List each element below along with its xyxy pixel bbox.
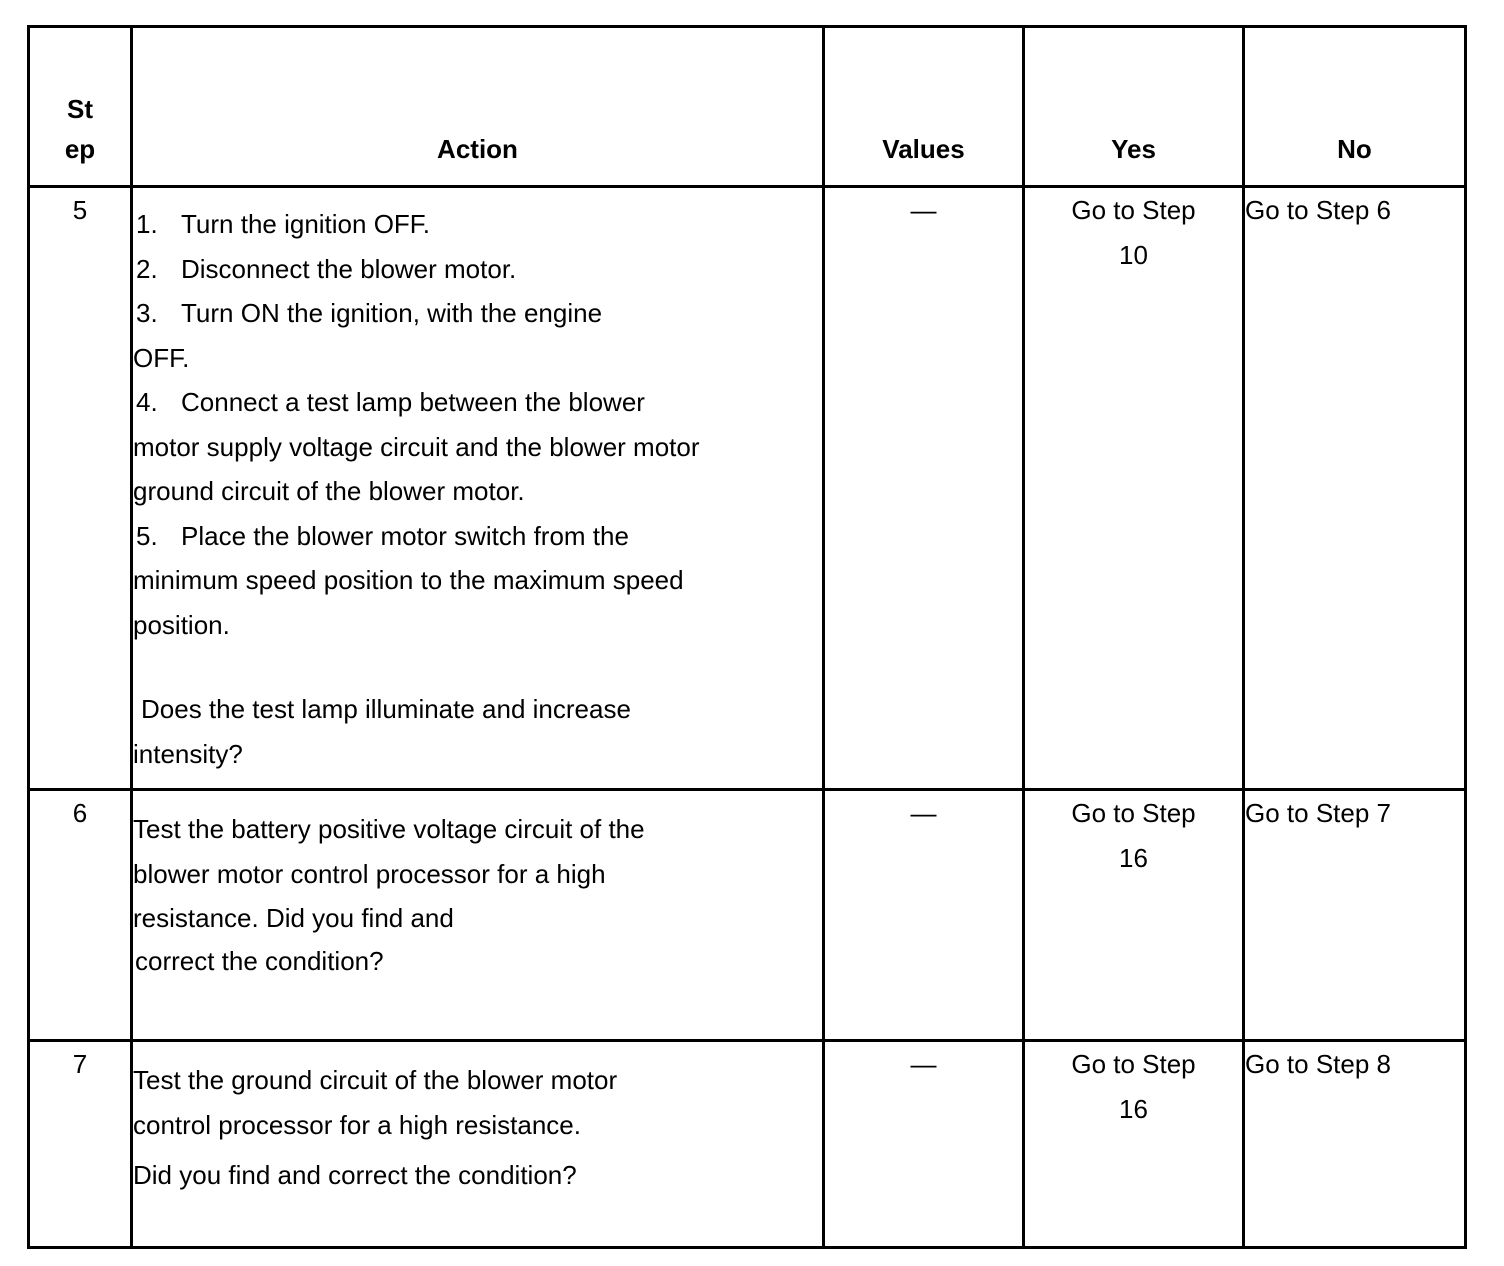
- header-row: [29, 27, 1466, 187]
- table-row-step-6: [29, 790, 1466, 1041]
- step-number: 7: [29, 1041, 132, 1248]
- list-item-continuation: position.: [133, 609, 230, 640]
- list-item-continuation: OFF.: [133, 342, 190, 373]
- table-row-step-7: [29, 1041, 1466, 1248]
- list-item: 4. Connect a test lamp between the blower: [136, 387, 645, 417]
- action-cell: [132, 790, 824, 1041]
- header-step-line1: St: [67, 94, 93, 124]
- action-line: resistance. Did you find and: [133, 903, 454, 933]
- step-number: 5: [29, 187, 132, 790]
- header-step-line2: ep: [64, 134, 96, 164]
- header-action: Action: [132, 27, 824, 187]
- action-line: control processor for a high resistance.: [133, 1109, 581, 1140]
- table-row-step-5: [29, 187, 1466, 790]
- no-cell: Go to Step 8: [1244, 1041, 1466, 1248]
- yes-cell: Go to Step 16: [1024, 1041, 1244, 1248]
- question-text: Does the test lamp illuminate and increase intensity?: [133, 694, 631, 769]
- list-item: 5. Place the blower motor switch from the: [136, 520, 629, 551]
- yes-cell: Go to Step 10: [1024, 187, 1244, 790]
- diagnostic-table: [27, 25, 1467, 1249]
- action-line: Did you find and correct the condition?: [133, 1160, 577, 1190]
- yes-cell: Go to Step 16: [1024, 790, 1244, 1041]
- action-line: correct the condition?: [135, 945, 384, 976]
- action-line: Test the ground circuit of the blower motor: [133, 1065, 618, 1095]
- list-item: 2. Disconnect the blower motor.: [136, 253, 517, 284]
- list-item-continuation: ground circuit of the blower motor.: [133, 476, 525, 506]
- header-step: [29, 27, 132, 187]
- action-cell: [132, 187, 824, 790]
- no-cell: Go to Step 6: [1244, 187, 1466, 790]
- list-item-continuation: motor supply voltage circuit and the blower motor: [133, 431, 700, 462]
- list-item: 1. Turn the ignition OFF.: [136, 209, 431, 239]
- list-item: 3. Turn ON the ignition, with the engine: [136, 298, 603, 328]
- action-cell: [132, 1041, 824, 1248]
- values-cell: —: [824, 187, 1024, 790]
- values-cell: —: [824, 1041, 1024, 1248]
- header-yes: Yes: [1024, 27, 1244, 187]
- step-number: 6: [29, 790, 132, 1041]
- header-values: Values: [824, 27, 1024, 187]
- list-item-continuation: minimum speed position to the maximum speed: [133, 565, 684, 595]
- action-line: Test the battery positive voltage circuit of the: [133, 814, 645, 844]
- header-no: No: [1244, 27, 1466, 187]
- action-line: blower motor control processor for a high: [133, 858, 606, 889]
- no-cell: Go to Step 7: [1244, 790, 1466, 1041]
- values-cell: —: [824, 790, 1024, 1041]
